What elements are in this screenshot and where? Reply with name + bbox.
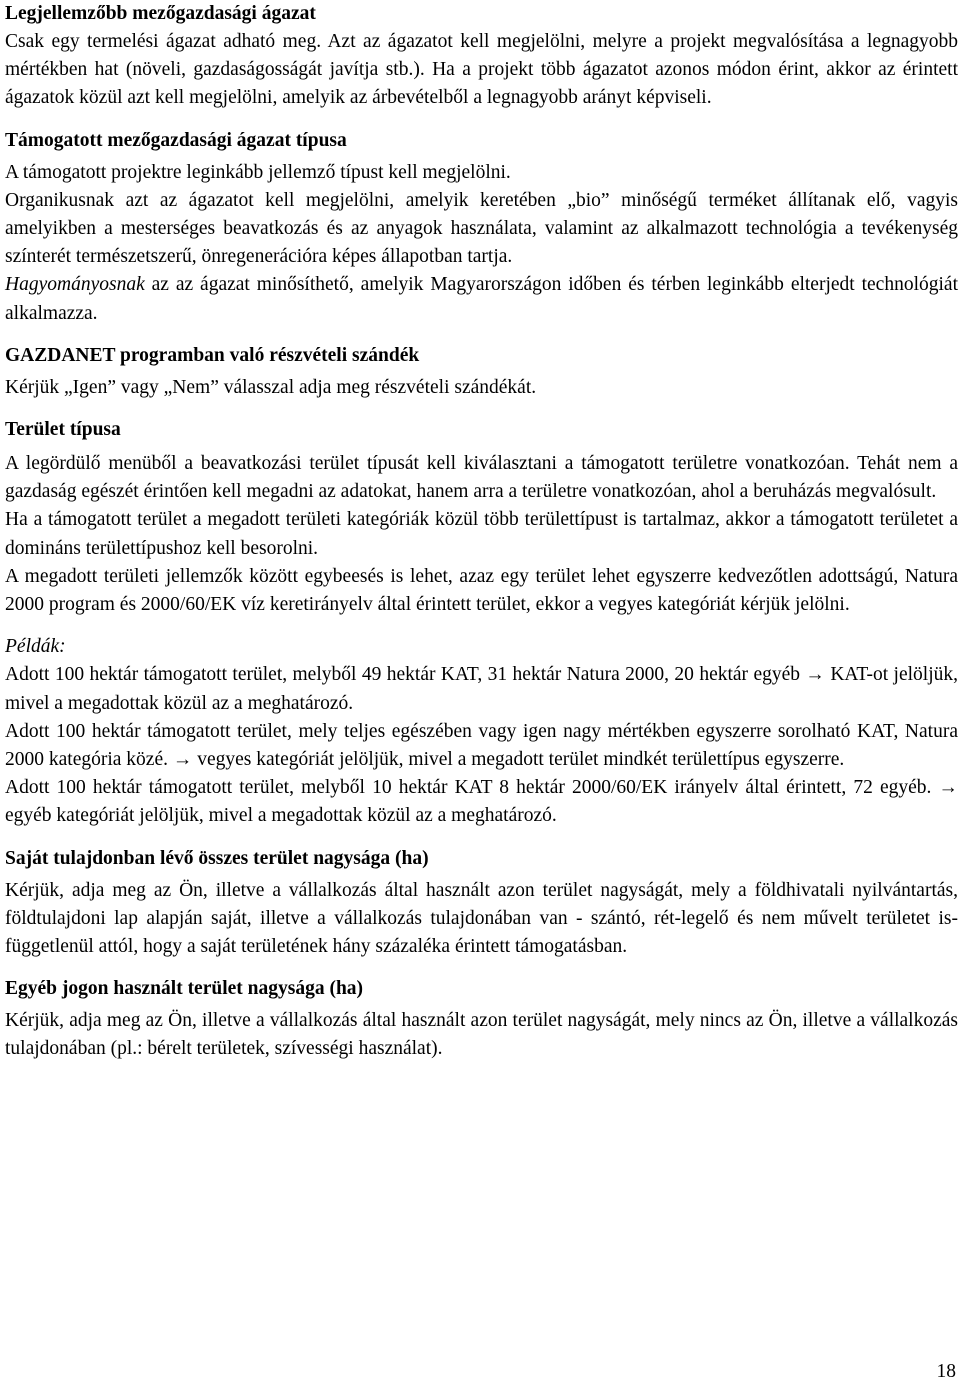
heading-gazdanet: GAZDANET programban való részvételi szándék	[5, 344, 420, 366]
traditional-term: Hagyományosnak	[5, 274, 145, 296]
heading-sector-type: Támogatott mezőgazdasági ágazat típusa	[5, 129, 347, 151]
heading-other-area: Egyéb jogon használt terület nagysága (ha)	[5, 978, 364, 1000]
paragraph-own-area: Kérjük, adja meg az Ön, illetve a vállalkozás által használt azon terület nagyságát, mely a földhivatali nyilvántartás, földtulajdoni lap alapján saját, illetve a vállalkozás tulajdonában van - szántó, rét-legelő és nem művelt területet is- függetlenül attól, hogy a saját területének hány százaléka érintett támogatásban.	[5, 879, 958, 958]
paragraph-gazdanet: Kérjük „Igen” vagy „Nem” válasszal adja meg részvételi szándékát.	[5, 376, 537, 398]
heading-area-type: Terület típusa	[5, 419, 121, 441]
examples-title: Példák:	[5, 636, 66, 658]
paragraph-sector: Csak egy termelési ágazat adható meg. Azt az ágazatot kell megjelölni, melyre a projekt megvalósítása a legnagyobb mértékben hat (növeli, gazdaságosságát javítja stb.). Ha a projekt több ágazatot azonos módon érint, akkor az érintett ágazatok közül azt kell megjelölni, amelyik az árbevételből a legnagyobb arányt képviseli.	[5, 31, 958, 109]
document-page	[5, 0, 958, 1064]
paragraph-organic: Organikusnak azt az ágazatot kell megjelölni, amelyik keretében „bio” minőségű terméket állítanak elő, vagyis amelyikben a mesterséges beavatkozás és az anyagok használata, valamint az alkalmazott technológia a tevékenység színterét természetszerű, önregenerációra képes állapotban tartja.	[5, 189, 958, 268]
example-3: Adott 100 hektár támogatott terület, melyből 10 hektár KAT 8 hektár 2000/60/EK irányelv által érintett, 72 egyéb. → egyéb kategóriát jelöljük, mivel a megadottak közül az a meghatározó.	[5, 777, 958, 827]
example-2: Adott 100 hektár támogatott terület, mely teljes egészében vagy igen nagy mértékben egyszerre sorolható KAT, Natura 2000 kategória közé. → vegyes kategóriát jelöljük, mivel a megadott terület mindkét területtípus egyszerre.	[5, 720, 958, 771]
traditional-definition: az az ágazat minősíthető, amelyik Magyarországon időben és térben leginkább elterjedt technológiát alkalmazza.	[5, 274, 958, 324]
paragraph-other-area: Kérjük, adja meg az Ön, illetve a vállalkozás által használt azon terület nagyságát, mely nincs az Ön, illetve a vállalkozás tulajdonában (pl.: bérelt területek, szívességi használat).	[5, 1010, 958, 1060]
example-1: Adott 100 hektár támogatott terület, melyből 49 hektár KAT, 31 hektár Natura 2000, 20 hektár egyéb → KAT-ot jelöljük, mivel a megadottak közül az a meghatározó.	[5, 664, 958, 714]
page-number: 18	[936, 1361, 956, 1382]
paragraph-traditional	[5, 271, 958, 327]
heading-sector: Legjellemzőbb mezőgazdasági ágazat	[5, 3, 316, 24]
paragraph-area-type-2: Ha a támogatott terület a megadott területi kategóriák közül több területtípust is tartalmaz, akkor a támogatott területet a domináns területtípushoz kell besorolni.	[5, 509, 958, 559]
paragraph-area-type-1: A legördülő menüből a beavatkozási terület típusát kell kiválasztani a támogatott területre vonatkozóan. Tehát nem a gazdaság egészét érintően kell megadni az adatokat, hanem arra a területre vonatkozóan, ahol a beruházás megvalósult.	[5, 453, 958, 503]
paragraph-sector-type-intro: A támogatott projektre leginkább jellemző típust kell megjelölni.	[5, 161, 511, 183]
heading-own-area: Saját tulajdonban lévő összes terület nagysága (ha)	[5, 847, 429, 869]
paragraph-area-type-3: A megadott területi jellemzők között egybeesés is lehet, azaz egy terület lehet egyszerre kedvezőtlen adottságú, Natura 2000 program és 2000/60/EK víz keretirányelv által érintett terület, ekkor a vegyes kategóriát kérjük jelölni.	[5, 565, 958, 616]
